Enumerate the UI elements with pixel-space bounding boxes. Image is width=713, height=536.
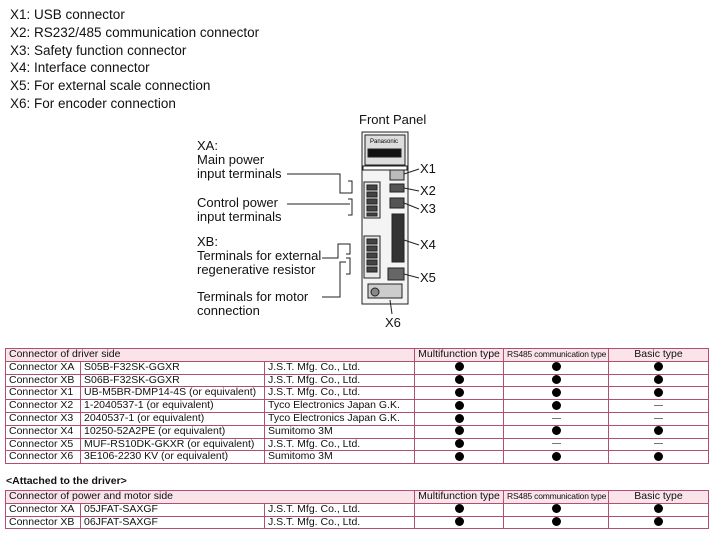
multifunction-mark [415, 412, 504, 425]
table-row [6, 438, 709, 451]
connector-cell: Connector X1 [6, 387, 81, 400]
header-connector-power-motor-side: Connector of power and motor side [6, 491, 415, 504]
xa-main-power-line2: input terminals [197, 166, 282, 181]
table-row [6, 374, 709, 387]
x5-label: X5 [420, 270, 436, 285]
basic-mark [609, 425, 709, 438]
header-connector-driver-side: Connector of driver side [6, 349, 415, 362]
dash-icon [654, 405, 663, 406]
filled-circle-icon [552, 452, 561, 461]
driver-side-table-body [6, 361, 709, 463]
filled-circle-icon [455, 388, 464, 397]
part-number-cell: S06B-F32SK-GGXR [81, 374, 265, 387]
connector-cell: Connector XA [6, 503, 81, 516]
manufacturer-cell: Sumitomo 3M [265, 451, 415, 464]
table-row [6, 361, 709, 374]
multifunction-mark [415, 516, 504, 529]
filled-circle-icon [455, 414, 464, 423]
manufacturer-cell: Tyco Electronics Japan G.K. [265, 400, 415, 413]
x3-label: X3 [420, 201, 436, 216]
multifunction-mark [415, 400, 504, 413]
table-row [6, 400, 709, 413]
connector-cell: Connector XB [6, 374, 81, 387]
basic-mark [609, 400, 709, 413]
xb-motor-line1: Terminals for motor [197, 289, 309, 304]
filled-circle-icon [455, 375, 464, 384]
basic-mark [609, 503, 709, 516]
header-multifunction: Multifunction type [415, 349, 504, 362]
xb-title: XB: [197, 234, 218, 249]
dash-icon [552, 418, 561, 419]
xa-main-power-line1: Main power [197, 152, 265, 167]
basic-mark [609, 374, 709, 387]
connector-cell: Connector XA [6, 361, 81, 374]
multifunction-mark [415, 425, 504, 438]
xa-control-power-line1: Control power [197, 195, 278, 210]
manufacturer-cell: Tyco Electronics Japan G.K. [265, 412, 415, 425]
basic-mark [609, 438, 709, 451]
basic-mark [609, 412, 709, 425]
filled-circle-icon [552, 401, 561, 410]
table-row [6, 516, 709, 529]
driver-side-connector-table [5, 348, 709, 464]
basic-mark [609, 387, 709, 400]
part-number-cell: 05JFAT-SAXGF [81, 503, 265, 516]
table-row [6, 387, 709, 400]
table-row [6, 412, 709, 425]
header-rs485: RS485 communication type [504, 491, 609, 504]
header-multifunction: Multifunction type [415, 491, 504, 504]
part-number-cell: UB-M5BR-DMP14-4S (or equivalent) [81, 387, 265, 400]
filled-circle-icon [654, 426, 663, 435]
filled-circle-icon [455, 401, 464, 410]
part-number-cell: MUF-RS10DK-GKXR (or equivalent) [81, 438, 265, 451]
table-row [6, 451, 709, 464]
filled-circle-icon [552, 362, 561, 371]
multifunction-mark [415, 438, 504, 451]
connector-cell: Connector X6 [6, 451, 81, 464]
manufacturer-cell: J.S.T. Mfg. Co., Ltd. [265, 516, 415, 529]
rs485-mark [504, 425, 609, 438]
manufacturer-cell: J.S.T. Mfg. Co., Ltd. [265, 387, 415, 400]
part-number-cell: 3E106-2230 KV (or equivalent) [81, 451, 265, 464]
filled-circle-icon [552, 504, 561, 513]
table-header-row [6, 349, 709, 362]
rs485-mark [504, 387, 609, 400]
filled-circle-icon [552, 426, 561, 435]
front-panel-label: Front Panel [359, 112, 427, 127]
table-header-row [6, 491, 709, 504]
multifunction-mark [415, 503, 504, 516]
xb-regen-line2: regenerative resistor [197, 262, 316, 277]
part-number-cell: 1-2040537-1 (or equivalent) [81, 400, 265, 413]
xa-title: XA: [197, 138, 218, 153]
connector-cell: Connector X2 [6, 400, 81, 413]
filled-circle-icon [552, 388, 561, 397]
multifunction-mark [415, 387, 504, 400]
filled-circle-icon [455, 452, 464, 461]
filled-circle-icon [455, 517, 464, 526]
filled-circle-icon [654, 362, 663, 371]
rs485-mark [504, 374, 609, 387]
x6-label: X6 [385, 315, 401, 330]
legend-item-x4: X4: Interface connector [10, 60, 150, 76]
xb-regen-line1: Terminals for external [197, 248, 322, 263]
rs485-mark [504, 503, 609, 516]
manufacturer-cell: J.S.T. Mfg. Co., Ltd. [265, 361, 415, 374]
rs485-mark [504, 361, 609, 374]
x2-label: X2 [420, 183, 436, 198]
rs485-mark [504, 412, 609, 425]
filled-circle-icon [552, 517, 561, 526]
power-motor-side-connector-table [5, 490, 709, 529]
legend-item-x6: X6: For encoder connection [10, 95, 176, 111]
filled-circle-icon [654, 375, 663, 384]
filled-circle-icon [455, 362, 464, 371]
filled-circle-icon [455, 439, 464, 448]
dash-icon [552, 443, 561, 444]
filled-circle-icon [654, 517, 663, 526]
legend-item-x2: X2: RS232/485 communication connector [10, 24, 260, 40]
power-motor-table-body [6, 503, 709, 529]
rs485-mark [504, 516, 609, 529]
table-row [6, 425, 709, 438]
connector-cell: Connector XB [6, 516, 81, 529]
filled-circle-icon [654, 388, 663, 397]
dash-icon [654, 418, 663, 419]
attached-section-title: <Attached to the driver> [6, 475, 127, 487]
filled-circle-icon [455, 426, 464, 435]
connector-cell: Connector X5 [6, 438, 81, 451]
header-rs485: RS485 communication type [504, 349, 609, 362]
driver-body [362, 132, 408, 304]
part-number-cell: 2040537-1 (or equivalent) [81, 412, 265, 425]
connector-cell: Connector X4 [6, 425, 81, 438]
x1-label: X1 [420, 161, 436, 176]
basic-mark [609, 361, 709, 374]
brand-logo: Panasonic [370, 139, 399, 145]
connector-cell: Connector X3 [6, 412, 81, 425]
dash-icon [654, 443, 663, 444]
filled-circle-icon [552, 375, 561, 384]
multifunction-mark [415, 374, 504, 387]
filled-circle-icon [654, 452, 663, 461]
header-basic: Basic type [609, 491, 709, 504]
legend-item-x5: X5: For external scale connection [10, 78, 211, 94]
manufacturer-cell: Sumitomo 3M [265, 425, 415, 438]
part-number-cell: 10250-52A2PE (or equivalent) [81, 425, 265, 438]
xb-motor-line2: connection [197, 303, 260, 318]
manufacturer-cell: J.S.T. Mfg. Co., Ltd. [265, 438, 415, 451]
table-row [6, 503, 709, 516]
basic-mark [609, 451, 709, 464]
multifunction-mark [415, 361, 504, 374]
legend-item-x1: X1: USB connector [10, 7, 125, 22]
x4-label: X4 [420, 237, 436, 252]
filled-circle-icon [654, 504, 663, 513]
legend-item-x3: X3: Safety function connector [10, 42, 187, 58]
rs485-mark [504, 451, 609, 464]
xa-control-power-line2: input terminals [197, 209, 282, 224]
filled-circle-icon [455, 504, 464, 513]
manufacturer-cell: J.S.T. Mfg. Co., Ltd. [265, 503, 415, 516]
header-basic: Basic type [609, 349, 709, 362]
basic-mark [609, 516, 709, 529]
multifunction-mark [415, 451, 504, 464]
part-number-cell: S05B-F32SK-GGXR [81, 361, 265, 374]
manufacturer-cell: J.S.T. Mfg. Co., Ltd. [265, 374, 415, 387]
part-number-cell: 06JFAT-SAXGF [81, 516, 265, 529]
rs485-mark [504, 438, 609, 451]
rs485-mark [504, 400, 609, 413]
